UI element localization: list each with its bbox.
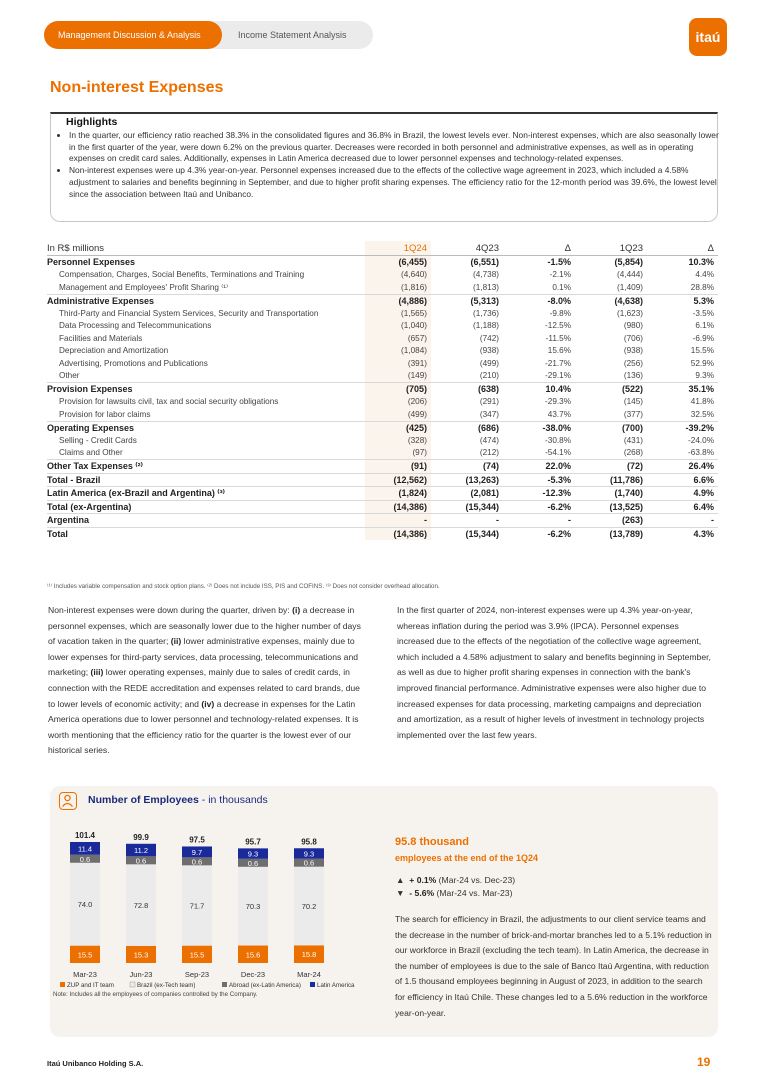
cell-value: (499) (479, 358, 499, 368)
cell-value: (11,786) (575, 473, 647, 487)
left-paragraph (48, 603, 366, 759)
table-row (47, 345, 718, 358)
cell-value: (938) (623, 346, 643, 356)
row-label: Compensation, Charges, Social Benefits, Terminations and Training (59, 270, 305, 280)
cell-value: (638) (431, 383, 503, 396)
cell-value: (13,525) (575, 500, 647, 514)
employees-title-bold: Number of Employees (88, 794, 199, 806)
cell-value: 28.8% (690, 282, 714, 292)
cell-value: (1,813) (473, 282, 499, 292)
cell-value: (14,386) (365, 527, 431, 540)
cell-value: -11.5% (545, 333, 571, 343)
employees-title (88, 794, 268, 806)
row-label: Operating Expenses (47, 421, 365, 434)
bar-value-label: 9.3 (247, 849, 259, 859)
change-qoq (396, 875, 515, 885)
legend-swatch (60, 982, 65, 987)
bar-value-label: 70.2 (301, 901, 317, 911)
cell-value: 52.9% (690, 358, 714, 368)
cell-value: (268) (623, 448, 643, 458)
cell-value: 41.8% (690, 397, 714, 407)
table-row (47, 269, 718, 282)
page-number: 19 (697, 1055, 711, 1069)
cell-value: - (647, 514, 718, 528)
bar-value-label: 0.6 (79, 854, 91, 864)
table-header-row (47, 241, 718, 256)
cell-value: 6.6% (647, 473, 718, 487)
cell-value: (4,886) (365, 294, 431, 307)
change-yoy (396, 888, 512, 898)
bar-total-label: 101.4 (74, 830, 96, 840)
cell-value: (12,562) (365, 473, 431, 487)
row-label: Provision for lawsuits civil, tax and social security obligations (59, 397, 279, 407)
cell-value: (328) (365, 434, 431, 447)
cell-value: (6,455) (365, 256, 431, 269)
person-icon (59, 792, 77, 810)
cell-value: 15.5% (690, 346, 714, 356)
row-label: Personnel Expenses (47, 256, 365, 269)
table-row-group (47, 383, 718, 396)
bar-total-label: 97.5 (189, 835, 205, 845)
highlight-item: • In the quarter, our efficiency ratio reached 38.3% in the consolidated figures and 36.8% in Brazil, the lowest levels ever. Non-interest expenses, which are also seasonally lower in the first quarter of the year, were down 6.2% on the previous quarter. Decreases were recorded in both personnel and administrative expenses, as well as in operating expenses on credit card sales. Additionally, expenses in Latin America decreased due to lower personnel expenses and technology-related expenses. (69, 130, 724, 165)
cell-value: (347) (479, 409, 499, 419)
col-header-delta-qoq: Δ (503, 241, 575, 256)
cell-value: -39.2% (647, 421, 718, 434)
cell-value: (1,824) (365, 487, 431, 501)
row-label: Management and Employees' Profit Sharing ⁽¹⁾ (59, 283, 228, 293)
cell-value: -29.3% (545, 397, 571, 407)
table-body (47, 256, 718, 541)
change-yoy-period: (Mar-24 vs. Mar-23) (434, 888, 513, 898)
highlights-box (50, 112, 718, 222)
cell-value: (474) (479, 435, 499, 445)
cell-value: (1,084) (365, 345, 431, 358)
bar-value-label: 74.0 (77, 900, 93, 910)
cell-value: (91) (365, 460, 431, 474)
cell-value: -63.8% (688, 448, 714, 458)
row-label: Depreciation and Amortization (59, 346, 169, 356)
cell-value: (425) (365, 421, 431, 434)
row-label: Facilities and Materials (59, 333, 143, 343)
table-row (47, 307, 718, 320)
cell-value: - (431, 514, 503, 528)
cell-value: (291) (479, 397, 499, 407)
left-text-1: a decrease in personnel expenses, which are seasonally lower due to the higher number of days of vacation taken in the quarter; (48, 605, 361, 647)
left-text-4: a decrease in expenses for the Latin America operations due to lower personnel and technology-related expenses. It is worth mentioning that the efficiency ratio for the quarter is the lowest ever of our historical series. (48, 698, 359, 756)
table-row (47, 320, 718, 333)
cell-value: (657) (365, 332, 431, 345)
tab-management-discussion[interactable]: Management Discussion & Analysis (44, 21, 222, 49)
bar-value-label: 15.5 (77, 950, 93, 960)
row-label: Latin America (ex-Brazil and Argentina) ⁽³⁾ (47, 487, 365, 501)
table-row (47, 447, 718, 460)
employees-subheadline: employees at the end of the 1Q24 (395, 853, 539, 863)
cell-value: 5.3% (647, 294, 718, 307)
cell-value: -2.1% (549, 270, 571, 280)
cell-value: (13,789) (575, 527, 647, 540)
table-row-group (47, 487, 718, 501)
cell-value: -6.9% (692, 333, 714, 343)
cell-value: (4,738) (473, 270, 499, 280)
cell-value: -21.7% (545, 358, 571, 368)
change-yoy-value: - 5.6% (409, 888, 435, 898)
table-row (47, 370, 718, 383)
table-row-group (47, 473, 718, 487)
table-row (47, 396, 718, 409)
cell-value: 4.9% (647, 487, 718, 501)
table-row (47, 332, 718, 345)
cell-value: (706) (623, 333, 643, 343)
cell-value: (700) (575, 421, 647, 434)
cell-value: (2,081) (431, 487, 503, 501)
marker-iv: (iv) (201, 698, 215, 709)
cell-value: (14,386) (365, 500, 431, 514)
cell-value: (1,040) (365, 320, 431, 333)
itau-logo: itaú (689, 18, 727, 56)
legend-swatch (130, 982, 135, 987)
row-label: Advertising, Promotions and Publications (59, 358, 208, 368)
highlight-item: • Non-interest expenses were up 4.3% year-on-year. Personnel expenses increased due to the effects of the collective wage agreement in 2023, which included a 4.58% adjustment to salaries and benefits beginning in September, and due to higher profit sharing expenses. The efficiency ratio for the 12-month period was 39.6%, the lowest level since the association between Itaú and Unibanco. (69, 165, 724, 200)
down-arrow-icon: ▼ (396, 888, 405, 898)
change-qoq-period: (Mar-24 vs. Dec-23) (436, 875, 516, 885)
table-row (47, 434, 718, 447)
bar-value-label: 9.7 (191, 847, 203, 857)
cell-value: 4.3% (647, 527, 718, 540)
table-row (47, 408, 718, 421)
tab-income-statement[interactable]: Income Statement Analysis (238, 30, 347, 40)
page-title: Non-interest Expenses (50, 79, 224, 96)
cell-value: (705) (365, 383, 431, 396)
row-label: Claims and Other (59, 448, 123, 458)
employees-title-units: - in thousands (198, 794, 268, 806)
bar-total-label: 99.9 (133, 832, 149, 842)
cell-value: (1,736) (473, 308, 499, 318)
cell-value: -6.2% (503, 527, 575, 540)
cell-value: (980) (623, 321, 643, 331)
bar-value-label: 0.6 (303, 858, 315, 868)
bar-value-label: 15.8 (301, 950, 317, 960)
cell-value: 4.4% (695, 270, 714, 280)
bar-value-label: 15.5 (189, 950, 205, 960)
table-row-group (47, 256, 718, 269)
bar-value-label: 72.8 (133, 901, 149, 911)
left-text-2: lower administrative expenses, mainly due to lower expenses for third-party services, data processing, telecommunications and marketing; (48, 636, 359, 678)
right-paragraph: In the first quarter of 2024, non-interest expenses were up 4.3% year-on-year, whereas inflation during the period was 3.9% (IPCA). Personnel expenses increased due to the effects of the negotiation of the collective wage agreement, which included a 4.58% adjustment to salary and benefits beginning in September, as well as due to higher profit sharing expenses in connection with the bank's improved financial performance. Administrative expenses were also higher due to increased expenses for data processing, marketing campaigns and depreciation and amortization, as a result of higher levels of investment in technology projects implemented over the last few years. (397, 605, 711, 740)
cell-value: 35.1% (647, 383, 718, 396)
left-text-3: lower operating expenses, mainly due to sales of credit cards, in connection with the REDE accreditation and expenses related to card brands, due to lower levels of economic activity; and (48, 667, 360, 709)
cell-value: (15,344) (431, 500, 503, 514)
legend-swatch (222, 982, 227, 987)
cell-value: (391) (365, 357, 431, 370)
cell-value: 9.3% (695, 371, 714, 381)
table-row (47, 281, 718, 294)
cell-value: -1.5% (503, 256, 575, 269)
row-label: Administrative Expenses (47, 294, 365, 307)
marker-iii: (iii) (90, 667, 104, 678)
bar-value-label: 9.3 (303, 849, 315, 859)
cell-value: -12.5% (545, 321, 571, 331)
cell-value: (256) (623, 358, 643, 368)
row-label: Total - Brazil (47, 473, 365, 487)
cell-value: 10.4% (503, 383, 575, 396)
cell-value: 6.4% (647, 500, 718, 514)
col-header-1q23: 1Q23 (575, 241, 647, 256)
cell-value: (4,640) (365, 269, 431, 282)
employees-headline: 95.8 thousand (395, 836, 469, 848)
cell-value: 26.4% (647, 460, 718, 474)
x-tick-label: Mar-23 (73, 970, 97, 979)
cell-value: -54.1% (545, 448, 571, 458)
bar-value-label: 70.3 (245, 902, 261, 912)
row-label: Argentina (47, 514, 365, 528)
col-header-label: In R$ millions (47, 241, 365, 256)
cell-value: (145) (623, 397, 643, 407)
cell-value: (4,444) (617, 270, 643, 280)
cell-value: -38.0% (503, 421, 575, 434)
cell-value: (5,854) (575, 256, 647, 269)
row-label: Total (ex-Argentina) (47, 500, 365, 514)
cell-value: (263) (575, 514, 647, 528)
cell-value: -6.2% (503, 500, 575, 514)
cell-value: -8.0% (503, 294, 575, 307)
cell-value: (97) (365, 447, 431, 460)
row-label: Other Tax Expenses ⁽²⁾ (47, 460, 365, 474)
cell-value: 22.0% (503, 460, 575, 474)
x-tick-label: Sep-23 (184, 970, 210, 979)
cell-value: (149) (365, 370, 431, 383)
legend-label: Abroad (ex-Latin America) (229, 982, 301, 989)
cell-value: (938) (479, 346, 499, 356)
employees-panel (50, 786, 718, 1037)
bar-value-label: 0.6 (191, 857, 203, 867)
cell-value: 32.5% (690, 409, 714, 419)
x-tick-label: Dec-23 (240, 970, 266, 979)
cell-value: 10.3% (647, 256, 718, 269)
row-label: Provision for labor claims (59, 409, 151, 419)
cell-value: (1,740) (575, 487, 647, 501)
legend-label: ZUP and IT team (67, 982, 114, 989)
employees-chart (50, 816, 380, 1037)
table-row-group (47, 514, 718, 528)
chart-note: Note: Includes all the employees of companies controlled by the Company. (53, 991, 258, 998)
cell-value: (499) (365, 408, 431, 421)
bar-value-label: 0.6 (135, 856, 147, 866)
cell-value: - (365, 514, 431, 528)
cell-value: (136) (623, 371, 643, 381)
cell-value: -3.5% (692, 308, 714, 318)
highlights-list (57, 130, 724, 200)
row-label: Data Processing and Telecommunications (59, 321, 212, 331)
row-label: Selling - Credit Cards (59, 435, 137, 445)
cell-value: (212) (479, 448, 499, 458)
legend-label: Latin America (317, 982, 355, 989)
section-tabs (44, 21, 373, 49)
cell-value: 0.1% (552, 282, 571, 292)
bar-value-label: 11.4 (77, 844, 93, 854)
change-qoq-value: + 0.1% (409, 875, 437, 885)
cell-value: -12.3% (503, 487, 575, 501)
cell-value: (15,344) (431, 527, 503, 540)
legend-swatch (310, 982, 315, 987)
cell-value: 15.6% (547, 346, 571, 356)
cell-value: 43.7% (547, 409, 571, 419)
row-label: Other (59, 371, 80, 381)
bar-total-label: 95.8 (301, 837, 317, 847)
cell-value: (72) (575, 460, 647, 474)
cell-value: (431) (623, 435, 643, 445)
left-intro: Non-interest expenses were down during the quarter, driven by: (48, 605, 293, 615)
bar-total-label: 95.7 (245, 837, 261, 847)
x-tick-label: Jun-23 (129, 970, 153, 979)
cell-value: (1,565) (365, 307, 431, 320)
employees-body-text: The search for efficiency in Brazil, the adjustments to our client service teams and the decrease in the number of brick-and-mortar branches led to a 5.1% reduction in our workforce in Brazil (excluding the tech team). In Latin America, the decrease in the number of employees is due to the sale of Banco Itaú Argentina, with reduction of 1.5 thousand employees beginning in August of 2023, in addition to the search for efficiency in Itaú Chile. These changes led to a 5.6% reduction in the workforce year-on-year. (395, 914, 712, 1018)
x-tick-label: Mar-24 (297, 970, 321, 979)
cell-value: (742) (479, 333, 499, 343)
bar-value-label: 11.2 (133, 846, 149, 856)
table-row-group (47, 460, 718, 474)
cell-value: (206) (365, 396, 431, 409)
row-label: Total (47, 527, 365, 540)
table-row (47, 357, 718, 370)
cell-value: (4,638) (575, 294, 647, 307)
cell-value: (210) (479, 371, 499, 381)
bar-value-label: 15.3 (133, 950, 149, 960)
table-row-group (47, 294, 718, 307)
expenses-table (47, 241, 718, 540)
cell-value: (1,409) (617, 282, 643, 292)
cell-value: (1,188) (473, 321, 499, 331)
table-row-group (47, 421, 718, 434)
up-arrow-icon: ▲ (396, 875, 405, 885)
table-row-group (47, 527, 718, 540)
cell-value: (5,313) (431, 294, 503, 307)
cell-value: (1,816) (365, 281, 431, 294)
bar-value-label: 0.6 (247, 858, 259, 868)
cell-value: (13,263) (431, 473, 503, 487)
cell-value: -30.8% (545, 435, 571, 445)
row-label: Third-Party and Financial System Services, Security and Transportation (59, 308, 319, 318)
col-header-delta-yoy: Δ (647, 241, 718, 256)
bar-value-label: 71.7 (189, 901, 205, 911)
marker-i: (i) (292, 605, 301, 615)
cell-value: -24.0% (688, 435, 714, 445)
cell-value: -9.8% (549, 308, 571, 318)
highlights-title: Highlights (63, 116, 120, 128)
col-header-4q23: 4Q23 (431, 241, 503, 256)
footer-company: Itaú Unibanco Holding S.A. (47, 1059, 144, 1068)
cell-value: -29.1% (545, 371, 571, 381)
table-row-group (47, 500, 718, 514)
cell-value: (686) (431, 421, 503, 434)
row-label: Provision Expenses (47, 383, 365, 396)
cell-value: -5.3% (503, 473, 575, 487)
legend-label: Brazil (ex-Tech team) (137, 982, 196, 989)
cell-value: - (503, 514, 575, 528)
cell-value: (6,551) (431, 256, 503, 269)
cell-value: (377) (623, 409, 643, 419)
cell-value: (1,623) (617, 308, 643, 318)
cell-value: (522) (575, 383, 647, 396)
col-header-1q24: 1Q24 (365, 241, 431, 256)
table-footnote: ⁽¹⁾ Includes variable compensation and stock option plans. ⁽²⁾ Does not include ISS, PIS and COFINS. ⁽³⁾ Does not consider overhead allocation. (47, 583, 440, 590)
bar-value-label: 15.6 (245, 950, 261, 960)
cell-value: (74) (431, 460, 503, 474)
cell-value: 6.1% (695, 321, 714, 331)
marker-ii: (ii) (170, 636, 182, 647)
